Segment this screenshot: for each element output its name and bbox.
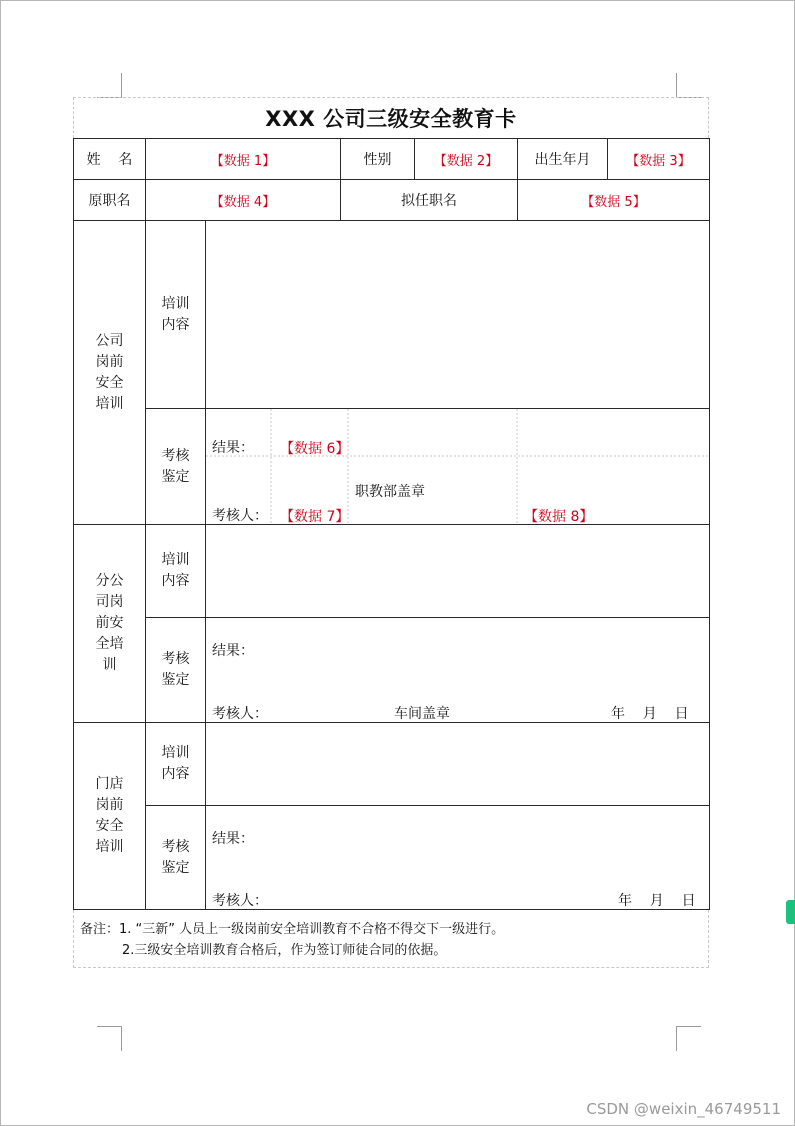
card-title: XXX 公司三级安全教育卡: [73, 97, 709, 138]
section1-assess-row: [74, 409, 710, 525]
section1-assessor-label: 考核人：: [212, 508, 268, 524]
row-job-info: [74, 180, 710, 221]
orig-job-value[interactable]: 【数据 4】: [146, 180, 341, 221]
gender-value[interactable]: 【数据 2】: [415, 139, 518, 180]
crop-mark-bottom-right: [676, 1026, 701, 1051]
section2-stamp-label: 车间盖章: [394, 706, 450, 722]
section3-content-area[interactable]: [206, 723, 710, 806]
section1-assess-label: 考核 鉴定: [146, 409, 206, 525]
section2-content-label: 培训 内容: [146, 525, 206, 618]
gender-label: 性别: [341, 139, 415, 180]
name-label: 姓 名: [74, 139, 146, 180]
new-job-value[interactable]: 【数据 5】: [518, 180, 710, 221]
section2-content-area[interactable]: [206, 525, 710, 618]
section3-assess-label: 考核 鉴定: [146, 806, 206, 910]
section3-date-label: 年 月 日: [618, 893, 696, 909]
section1-result-label: 结果：: [212, 440, 254, 456]
section3-assessor-label: 考核人：: [212, 893, 268, 909]
name-value[interactable]: 【数据 1】: [146, 139, 341, 180]
education-card: [73, 97, 709, 968]
section2-content-row: [74, 525, 710, 618]
row-basic-info: [74, 139, 710, 180]
section1-content-row: [74, 221, 710, 409]
section1-stamp-value[interactable]: 【数据 8】: [524, 509, 594, 525]
section3-result-label: 结果：: [212, 831, 254, 847]
section3-content-row: [74, 723, 710, 806]
section3-assess-row: [74, 806, 710, 910]
crop-mark-top-right: [676, 73, 701, 98]
section2-assess-row: [74, 618, 710, 723]
section2-assessor-label: 考核人：: [212, 706, 268, 722]
section3-assess-area[interactable]: [206, 806, 710, 910]
section1-result-value[interactable]: 【数据 6】: [280, 441, 350, 457]
section3-label: 门店 岗前 安全 培训: [74, 723, 146, 910]
section1-assessor-value[interactable]: 【数据 7】: [280, 509, 350, 525]
crop-mark-bottom-left: [97, 1026, 122, 1051]
section1-stamp-label: 职教部盖章: [355, 484, 425, 500]
note-line-2: 2.三级安全培训教育合格后，作为签订师徒合同的依据。: [122, 943, 447, 958]
section3-content-label: 培训 内容: [146, 723, 206, 806]
section2-label: 分公 司岗 前安 全培 训: [74, 525, 146, 723]
section2-result-label: 结果：: [212, 643, 254, 659]
birth-value[interactable]: 【数据 3】: [608, 139, 710, 180]
side-tab-marker: [786, 900, 795, 924]
section1-content-label: 培训 内容: [146, 221, 206, 409]
birth-label: 出生年月: [518, 139, 608, 180]
note-line-1: 备注：1. “三新” 人员上一级岗前安全培训教育不合格不得交下一级进行。: [80, 922, 505, 937]
crop-mark-top-left: [97, 73, 122, 98]
section2-assess-label: 考核 鉴定: [146, 618, 206, 723]
section2-assess-area[interactable]: [206, 618, 710, 723]
new-job-label: 拟任职名: [341, 180, 518, 221]
watermark: CSDN @weixin_46749511: [586, 1100, 781, 1118]
section1-assess-area[interactable]: [206, 409, 710, 525]
orig-job-label: 原职名: [74, 180, 146, 221]
section1-label: 公司 岗前 安全 培训: [74, 221, 146, 525]
section1-content-area[interactable]: [206, 221, 710, 409]
section2-date-label: 年 月 日: [611, 706, 689, 722]
card-table: [73, 138, 710, 910]
notes-block: [73, 910, 709, 968]
